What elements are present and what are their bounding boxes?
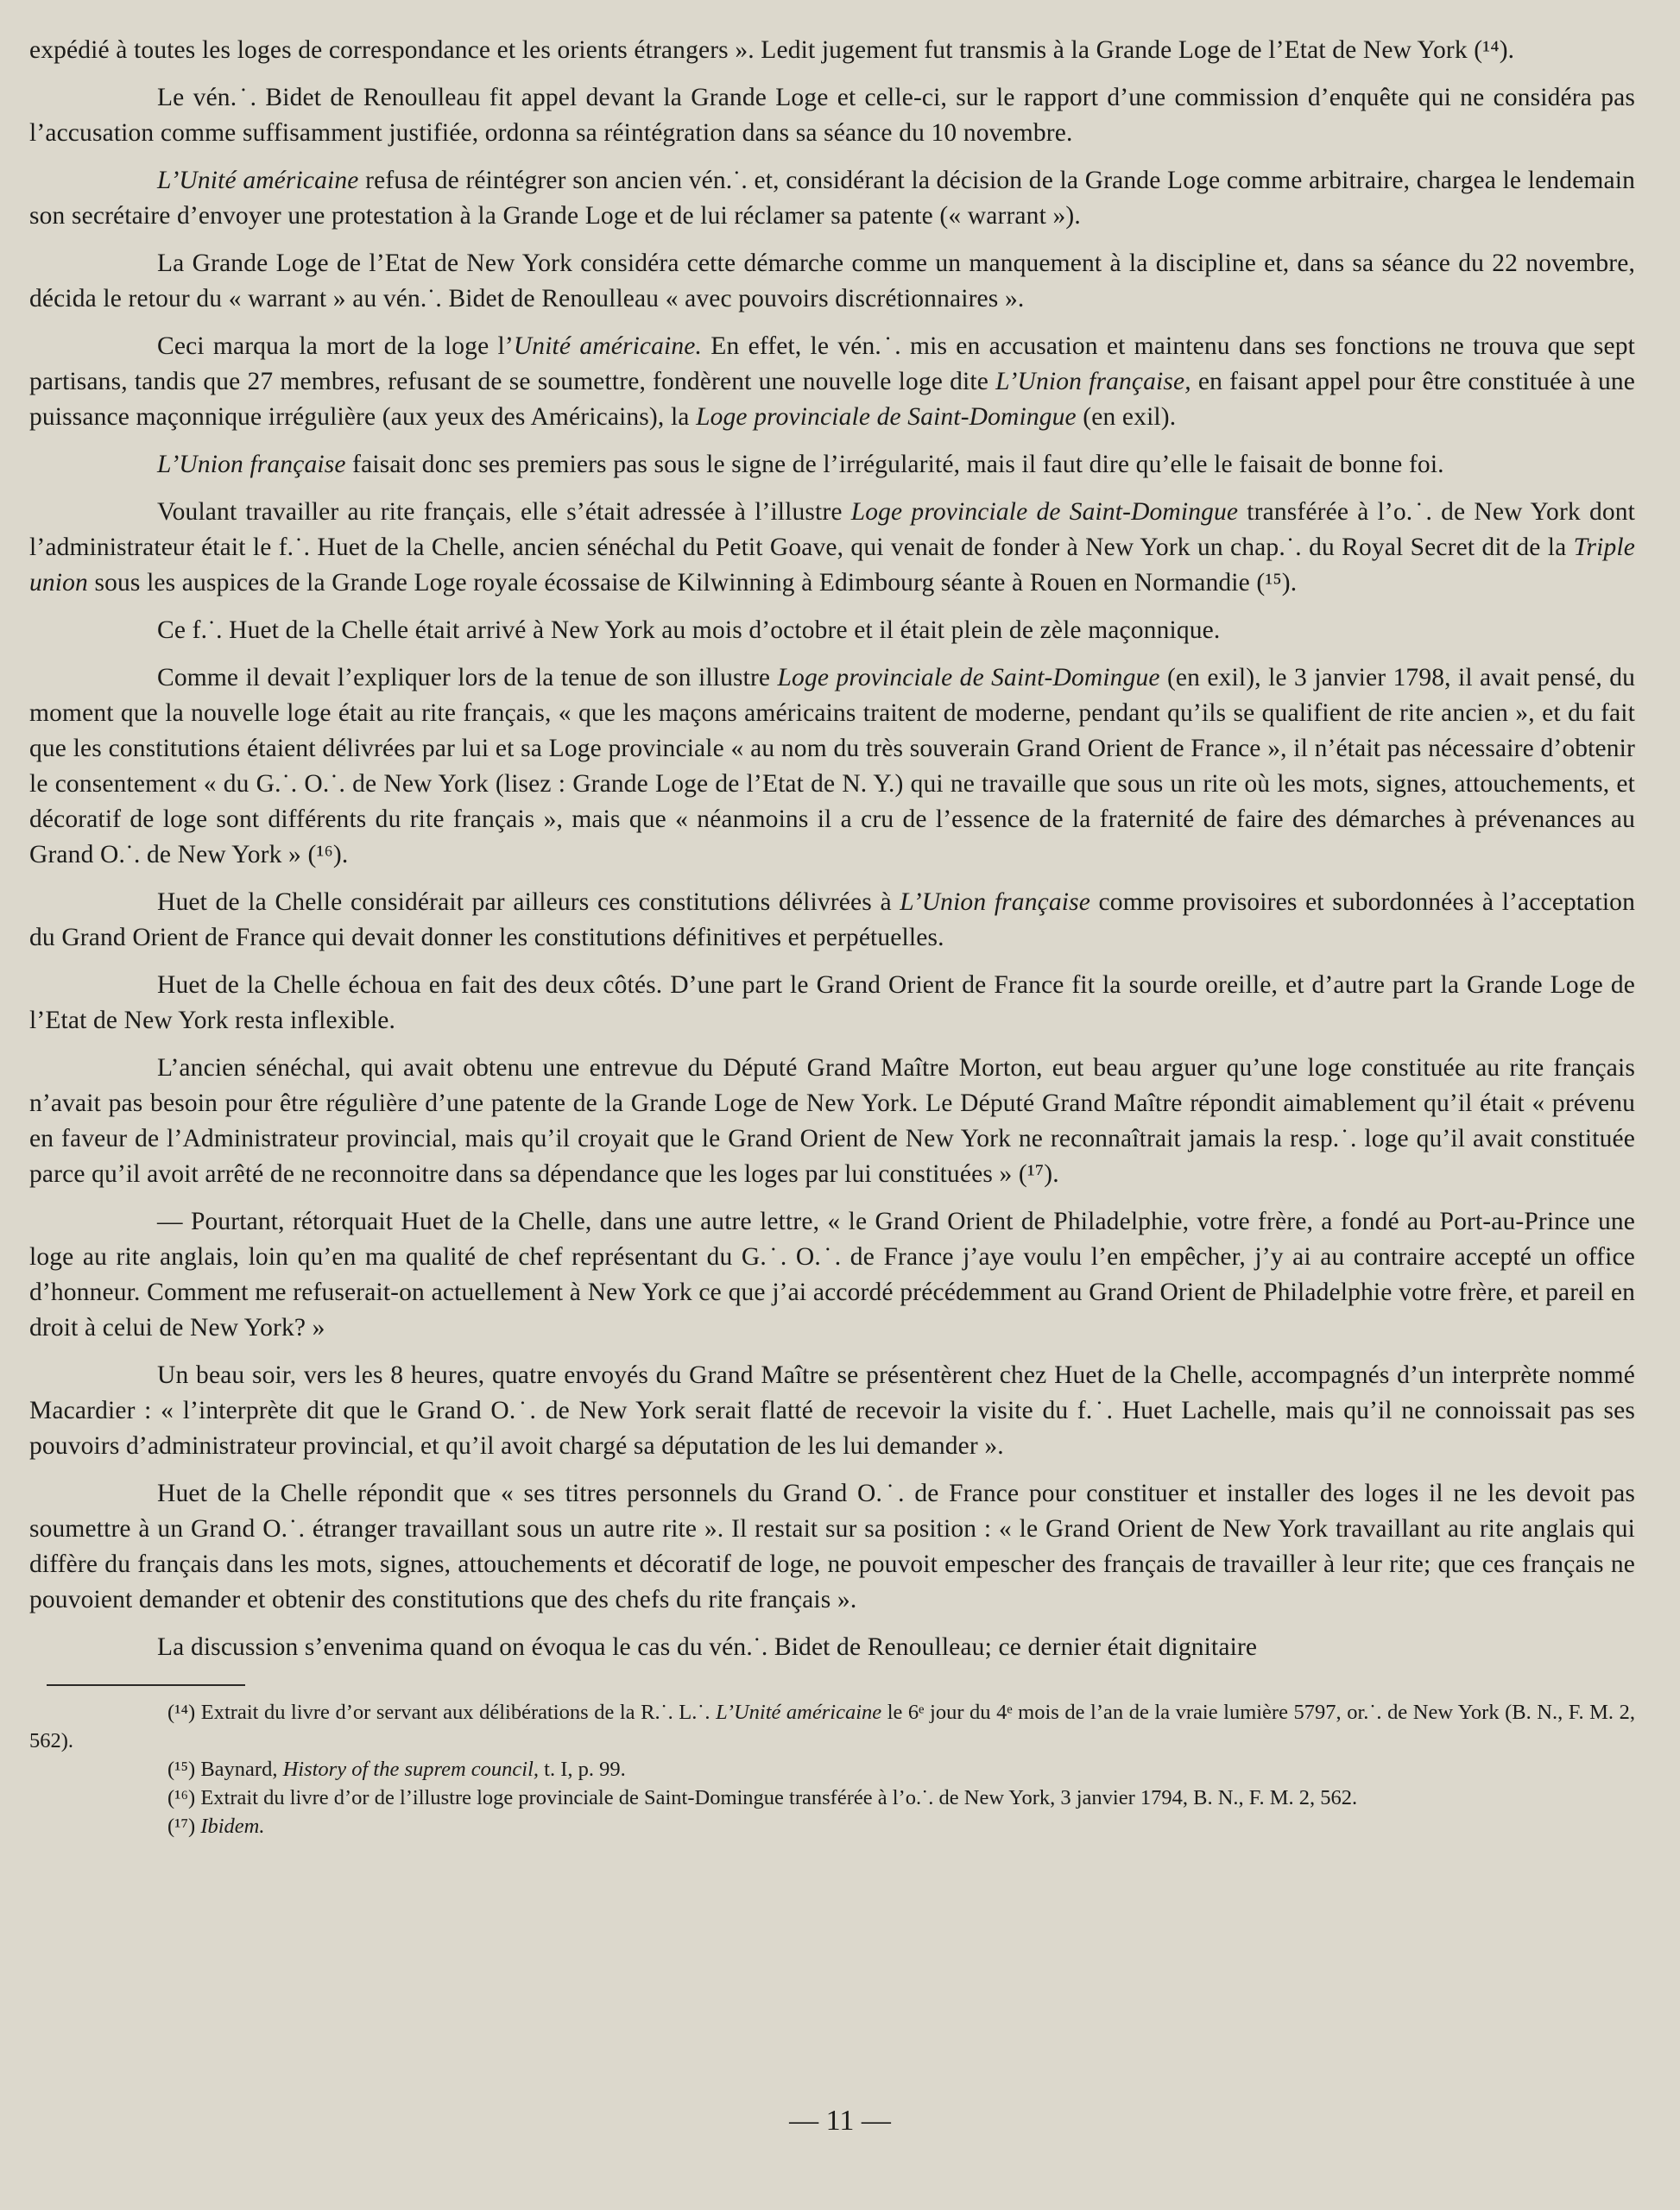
paragraph: [29, 246, 1635, 317]
footnote-separator: [47, 1684, 245, 1686]
text-run: (en exil).: [1076, 403, 1177, 431]
paragraph: [29, 163, 1635, 234]
text-run: La discussion s’envenima quand on évoqua le cas du vén.˙. Bidet de Renoulleau; ce dernier était dignitaire: [157, 1633, 1258, 1661]
paragraph: [29, 329, 1635, 435]
footnote: [29, 1784, 1635, 1812]
text-run: L’ancien sénéchal, qui avait obtenu une entrevue du Député Grand Maître Morton, eut beau arguer qu’une loge constituée au rite français n’avait pas besoin pour être régulière d’une patente de la Grande Loge de New York. Le Député Grand Maître répondit aimablement qu’il était « prévenu en faveur de l’Administrateur provincial, mais qu’il croyait que le Grand Orient de New York ne reconnaîtrait jamais la resp.˙. loge qu’il avait constituée parce qu’il avoit arrêté de ne reconnoitre dans sa dépendance que les loges par lui constituées » (¹⁷).: [29, 1054, 1635, 1188]
italic-text: Loge provinciale de Saint-Domingue: [777, 664, 1160, 691]
italic-text: Loge provinciale de Saint-Domingue: [696, 403, 1077, 431]
footnote: [29, 1755, 1635, 1784]
paragraph: [29, 447, 1635, 483]
footnote: [29, 1812, 1635, 1841]
italic-text: L’Unité américaine: [716, 1701, 882, 1724]
paragraph: [29, 613, 1635, 648]
italic-text: Loge provinciale de Saint-Domingue: [850, 498, 1239, 526]
italic-text: L’Union française,: [995, 368, 1191, 395]
text-run: comme provisoires et subordonnées à l’acceptation du Grand Orient de France qui devait donner les constitutions définitives et perpétuelles.: [29, 888, 1635, 951]
text-run: Le vén.˙. Bidet de Renoulleau fit appel devant la Grande Loge et celle-ci, sur le rapport d’une commission d’enquête qui ne considéra pas l’accusation comme suffisamment justifiée, ordonna sa réintégration dans sa séance du 10 novembre.: [29, 84, 1635, 147]
paragraph: [29, 80, 1635, 151]
paragraph: [29, 1051, 1635, 1192]
paragraph: [29, 1476, 1635, 1618]
text-run: Un beau soir, vers les 8 heures, quatre envoyés du Grand Maître se présentèrent chez Huet de la Chelle, accompagnés d’un interprète nommé Macardier : « l’interprète dit que le Grand O.˙. de New York serait flatté de recevoir la visite du f.˙. Huet Lachelle, mais qu’il ne connoissait pas ses pouvoirs d’administrateur provincial, et qu’il avoit chargé sa députation de les lui demander ».: [29, 1361, 1635, 1460]
text-run: Ce f.˙. Huet de la Chelle était arrivé à New York au mois d’octobre et il était plein de zèle maçonnique.: [157, 616, 1221, 644]
paragraph: [29, 33, 1635, 68]
text-run: refusa de réintégrer son ancien vén.˙. et, considérant la décision de la Grande Loge comme arbitraire, chargea le lendemain son secrétaire d’envoyer une protestation à la Grande Loge et de lui réclamer sa patente (« warrant »).: [29, 167, 1635, 230]
paragraph: [29, 495, 1635, 601]
text-run: Huet de la Chelle répondit que « ses titres personnels du Grand O.˙. de France pour constituer et installer des loges il ne les devoit pas soumettre à un Grand O.˙. étranger travaillant sous un autre rite ». Il restait sur sa position : « le Grand Orient de New York travaillant au rite anglais qui diffère du français dans les mots, signes, attouchements et décoratif de loge, ne pouvoit empescher des français de travailler à leur rite; que ces français ne pouvoient demander et obtenir des constitutions que des chefs du rite français ».: [29, 1480, 1635, 1613]
text-run: (¹⁵) Baynard,: [167, 1758, 283, 1781]
text-run: (¹⁶) Extrait du livre d’or de l’illustre loge provinciale de Saint-Domingue transférée à l’o.˙. de New York, 3 janvier 1794, B. N., F. M. 2, 562.: [167, 1786, 1358, 1809]
paragraph: [29, 1630, 1635, 1665]
paragraph: [29, 968, 1635, 1039]
body-text: [29, 33, 1635, 1665]
text-run: en faisant appel pour être constituée à une puissance maçonnique irrégulière (aux yeux des Américains), la: [29, 368, 1636, 431]
footnotes: [29, 1698, 1635, 1841]
text-run: expédié à toutes les loges de correspondance et les orients étrangers ». Ledit jugement fut transmis à la Grande Loge de l’Etat de New York (¹⁴).: [29, 36, 1515, 64]
paragraph: [29, 1358, 1635, 1464]
text-run: La Grande Loge de l’Etat de New York considéra cette démarche comme un manquement à la discipline et, dans sa séance du 22 novembre, décida le retour du « warrant » au vén.˙. Bidet de Renoulleau « avec pouvoirs discrétionnaires ».: [29, 249, 1635, 313]
text-run: (¹⁴) Extrait du livre d’or servant aux délibérations de la R.˙. L.˙.: [167, 1701, 717, 1724]
text-run: (en exil), le 3 janvier 1798, il avait pensé, du moment que la nouvelle loge était au rite français, « que les maçons américains traitent de moderne, pendant qu’ils se qualifient de rite ancien », et du fait que les constitutions étaient délivrées par lui et sa Loge provinciale « au nom du très souverain Grand Orient de France », il n’était pas nécessaire d’obtenir le consentement « du G.˙. O.˙. de New York (lisez : Grande Loge de l’Etat de N. Y.) qui ne travaille que sous un rite où les mots, signes, attouchements, et décoratif de loge sont différents du rite français », mais que « néanmoins il a cru de l’essence de la fraternité de faire des démarches à prévenances au Grand O.˙. de New York » (¹⁶).: [29, 664, 1635, 868]
text-run: le 6ᵉ jour du 4ᵉ mois de l’an de la vraie lumière 5797, or.˙. de New York (B. N., F. M. 2, 562).: [29, 1701, 1635, 1752]
text-run: — Pourtant, rétorquait Huet de la Chelle, dans une autre lettre, « le Grand Orient de Philadelphie, votre frère, a fondé au Port-au-Prince une loge au rite anglais, loin qu’en ma qualité de chef représentant du G.˙. O.˙. de France j’aye voulu l’en empêcher, j’y ai au contraire accepté un office d’honneur. Comment me refuserait-on actuellement à New York ce que j’ai accordé précédemment au Grand Orient de Philadelphie votre frère, et pareil en droit à celui de New York? »: [29, 1208, 1635, 1342]
text-run: transférée à l’o.˙. de New York dont l’administrateur était le f.˙. Huet de la Chelle, ancien sénéchal du Petit Goave, qui venait de fonder à New York un chap.˙. du Royal Secret dit de la: [29, 498, 1635, 561]
text-run: sous les auspices de la Grande Loge royale écossaise de Kilwinning à Edimbourg séante à Rouen en Normandie (¹⁵).: [87, 569, 1298, 597]
italic-text: Triple union: [29, 534, 1635, 597]
text-run: t. I, p. 99.: [539, 1758, 626, 1781]
page-number: — 11 —: [789, 2105, 891, 2137]
text-run: faisait donc ses premiers pas sous le signe de l’irrégularité, mais il faut dire qu’elle le faisait de bonne foi.: [345, 451, 1444, 478]
italic-text: History of the suprem council,: [282, 1758, 540, 1781]
text-run: (¹⁷): [167, 1815, 201, 1838]
paragraph: [29, 885, 1635, 956]
italic-text: L’Unité américaine: [157, 167, 359, 194]
footnote: [29, 1698, 1635, 1755]
text-run: Ceci marqua la mort de la loge l’: [157, 332, 514, 360]
italic-text: L’Union française: [900, 888, 1090, 916]
text-run: En effet, le vén.˙. mis en accusation et maintenu dans ses fonctions ne trouva que sept partisans, tandis que 27 membres, refusant de se soumettre, fondèrent une nouvelle loge dite: [29, 332, 1635, 395]
text-run: Huet de la Chelle considérait par ailleurs ces constitutions délivrées à: [157, 888, 900, 916]
text-run: Voulant travailler au rite français, elle s’était adressée à l’illustre: [157, 498, 851, 526]
italic-text: Unité américaine.: [513, 332, 703, 360]
italic-text: Ibidem.: [200, 1815, 265, 1838]
italic-text: L’Union française: [157, 451, 346, 478]
text-run: Comme il devait l’expliquer lors de la tenue de son illustre: [157, 664, 778, 691]
text-run: Huet de la Chelle échoua en fait des deux côtés. D’une part le Grand Orient de France fit la sourde oreille, et d’autre part la Grande Loge de l’Etat de New York resta inflexible.: [29, 971, 1635, 1034]
paragraph: [29, 660, 1635, 873]
paragraph: [29, 1204, 1635, 1346]
